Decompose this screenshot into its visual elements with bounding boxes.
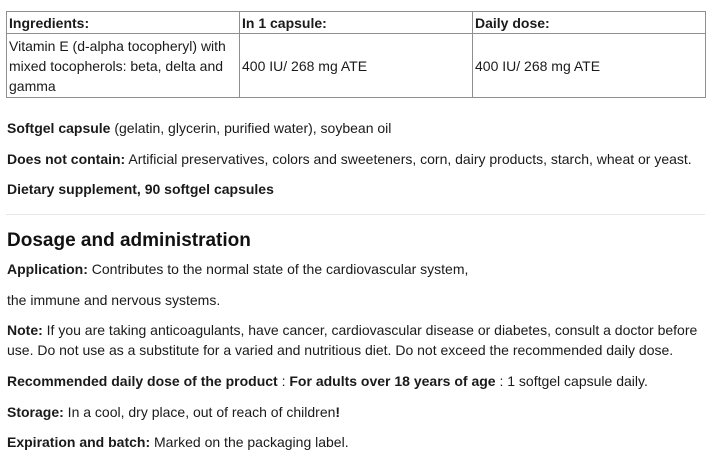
softgel-label: Softgel capsule bbox=[7, 120, 111, 136]
cell-per-capsule: 400 IU/ 268 mg ATE bbox=[240, 34, 473, 98]
application-continued: the immune and nervous systems. bbox=[7, 292, 221, 308]
storage-line bbox=[7, 402, 711, 422]
note-text: If you are taking anticoagulants, have cancer, cardiovascular disease or diabetes, consult a doctor before use. Do not use as a substitute for a varied and nutritious diet. Do not exceed the recommended daily dose. bbox=[7, 322, 698, 358]
expiration-line bbox=[7, 432, 711, 452]
application-text: Contributes to the normal state of the cardiovascular system, bbox=[87, 261, 469, 277]
recommended-age-label: For adults over 18 years of age bbox=[289, 373, 496, 389]
note-paragraph bbox=[7, 320, 707, 360]
header-daily-dose: Daily dose: bbox=[473, 12, 706, 34]
supplement-label: Dietary supplement, 90 softgel capsules bbox=[7, 181, 274, 197]
recommended-line bbox=[7, 371, 711, 391]
not-contain-label: Does not contain: bbox=[7, 151, 126, 167]
table-header-row bbox=[7, 12, 706, 34]
expiration-text: Marked on the packaging label. bbox=[150, 434, 349, 450]
recommended-text: : 1 softgel capsule daily. bbox=[495, 373, 648, 389]
not-contain-line bbox=[7, 149, 711, 169]
storage-label: Storage: bbox=[7, 404, 64, 420]
dosage-heading: Dosage and administration bbox=[7, 230, 251, 251]
table-row bbox=[7, 34, 706, 98]
application-line bbox=[7, 259, 711, 279]
softgel-line bbox=[7, 118, 711, 138]
supplement-line bbox=[7, 179, 711, 199]
storage-text: In a cool, dry place, out of reach of children bbox=[63, 404, 336, 420]
header-ingredients: Ingredients: bbox=[7, 12, 240, 34]
not-contain-text: Artificial preservatives, colors and sweeteners, corn, dairy products, starch, wheat or yeast. bbox=[125, 151, 692, 167]
application-label: Application: bbox=[7, 261, 88, 277]
section-divider bbox=[6, 214, 705, 215]
recommended-sep: : bbox=[277, 373, 290, 389]
storage-exclamation: ! bbox=[335, 404, 341, 420]
expiration-label: Expiration and batch: bbox=[7, 434, 151, 450]
cell-daily-dose: 400 IU/ 268 mg ATE bbox=[473, 34, 706, 98]
ingredients-table bbox=[6, 11, 706, 98]
recommended-label: Recommended daily dose of the product bbox=[7, 373, 278, 389]
softgel-text: (gelatin, glycerin, purified water), soybean oil bbox=[110, 120, 392, 136]
note-label: Note: bbox=[7, 322, 43, 338]
cell-ingredient: Vitamin E (d-alpha tocopheryl) with mixed tocopherols: beta, delta and gamma bbox=[7, 34, 240, 98]
header-per-capsule: In 1 capsule: bbox=[240, 12, 473, 34]
